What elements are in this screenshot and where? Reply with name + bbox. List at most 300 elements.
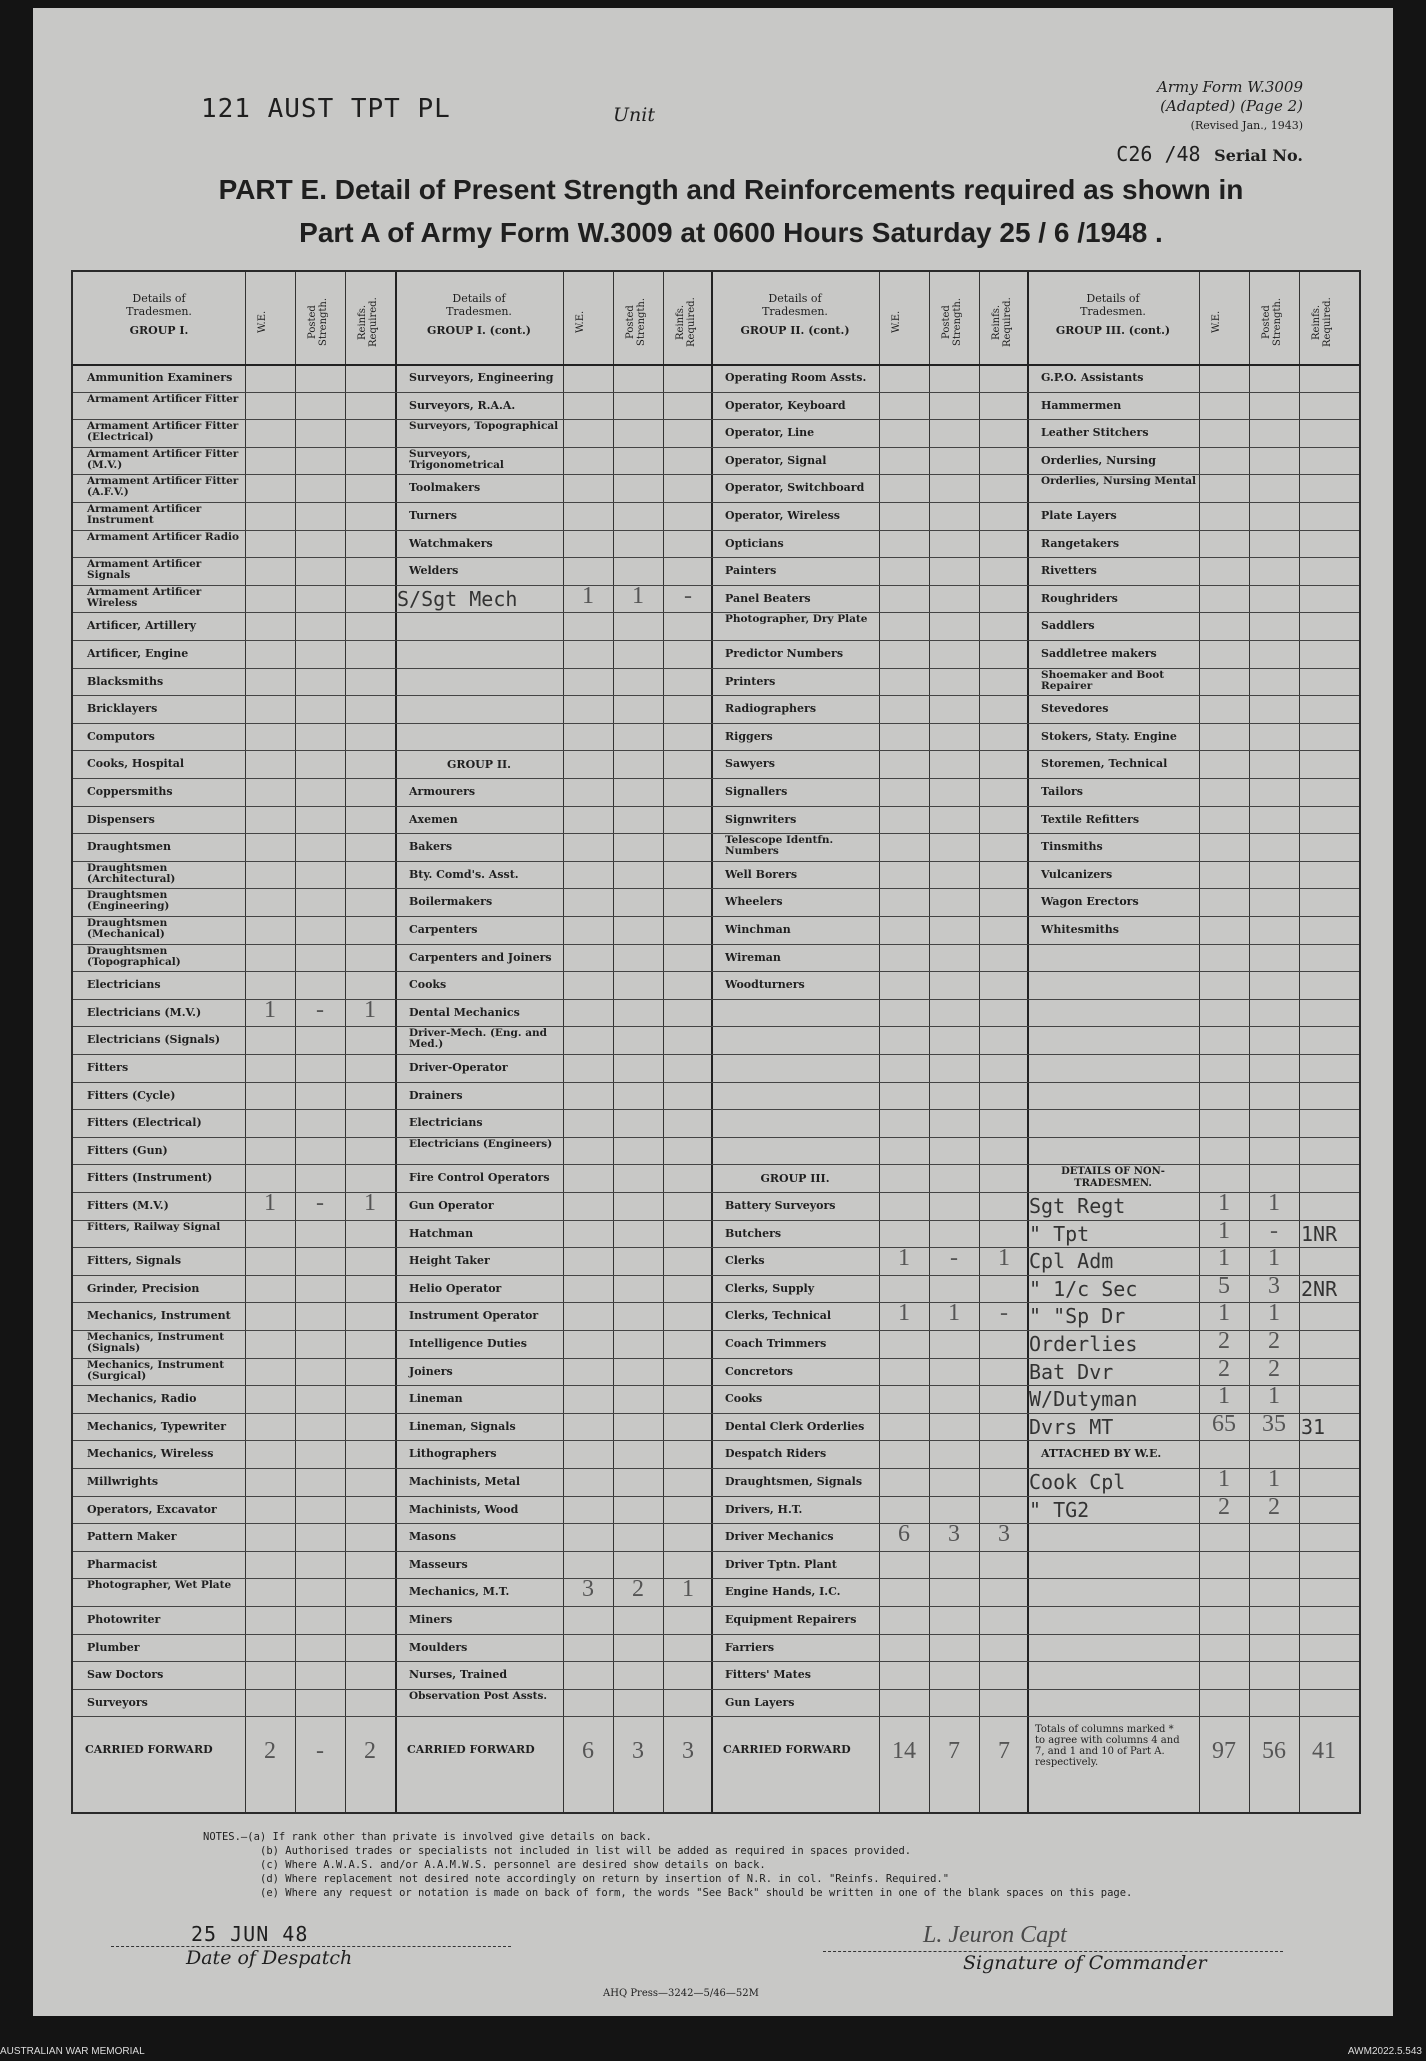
- row-rule: [73, 1275, 1359, 1276]
- trade-label: Cooks: [409, 978, 447, 992]
- form-sheet: [33, 8, 1393, 2016]
- column-header-trades: [711, 292, 879, 337]
- entry-value: -: [316, 1190, 324, 1216]
- note-b: (b) Authorised trades or specialists not included in list will be added as required in spaces provided.: [260, 1845, 912, 1857]
- trade-label: Fitters (Instrument): [87, 1171, 213, 1185]
- carried-forward-label: CARRIED FORWARD: [723, 1743, 851, 1757]
- trade-label: Armament Artificer Radio: [87, 530, 240, 543]
- non-tradesman-name: Sgt Regt: [1029, 1194, 1126, 1218]
- entry-value: 1: [898, 1245, 910, 1272]
- trade-label: Storemen, Technical: [1041, 757, 1168, 771]
- trade-label: Riggers: [725, 729, 773, 743]
- attached-heading: ATTACHED BY W.E.: [1041, 1447, 1162, 1461]
- trade-label: Despatch Riders: [725, 1447, 827, 1461]
- row-rule: [73, 1137, 1359, 1138]
- trade-label: Armament Artificer Wireless: [87, 585, 202, 609]
- trade-label: Predictor Numbers: [725, 647, 844, 660]
- trade-label: Painters: [725, 564, 777, 578]
- trade-label: Operator, Line: [725, 426, 815, 440]
- trade-label: Ammunition Examiners: [87, 371, 233, 384]
- trade-label: Operating Room Assts.: [725, 371, 867, 384]
- trade-label: Woodturners: [725, 978, 805, 992]
- entry-value: 2: [1218, 1493, 1230, 1520]
- entry-value: 2: [1268, 1328, 1280, 1354]
- trade-label: Surveyors, Topographical: [409, 420, 559, 433]
- reinf-value: 1NR: [1301, 1221, 1338, 1246]
- despatch-date: 25 JUN 48: [111, 1922, 511, 1947]
- trade-label: Lineman: [409, 1392, 463, 1406]
- trade-label: Toolmakers: [409, 481, 481, 495]
- trade-label: Masseurs: [409, 1557, 468, 1571]
- header-reinfs: Reinfs. Required.: [991, 297, 1013, 347]
- sgt-mech-entry: S/Sgt Mech: [397, 586, 518, 611]
- column-rule: [979, 272, 980, 1812]
- row-rule: [73, 750, 1359, 751]
- trade-label: Computors: [87, 729, 155, 743]
- carried-forward-label: CARRIED FORWARD: [85, 1743, 213, 1757]
- header-we: W.E.: [1211, 310, 1222, 334]
- row-rule: [73, 1247, 1359, 1248]
- trade-label: Mechanics, Wireless: [87, 1447, 214, 1461]
- trade-label: Photowriter: [87, 1613, 161, 1626]
- row-rule: [73, 1716, 1359, 1717]
- entry-value: 1: [998, 1245, 1010, 1272]
- trade-label: Bty. Comd's. Asst.: [409, 867, 519, 881]
- trade-label: Fire Control Operators: [409, 1171, 550, 1185]
- trade-label: Well Borers: [725, 867, 798, 881]
- column-rule: [245, 272, 246, 1812]
- trade-label: Machinists, Wood: [409, 1502, 519, 1516]
- trade-label: Rangetakers: [1041, 536, 1120, 550]
- entry-value: 1: [1268, 1383, 1280, 1410]
- row-rule: [73, 1634, 1359, 1635]
- entry-value: 1: [1268, 1300, 1280, 1327]
- entry-value: 1: [1268, 1245, 1280, 1272]
- notes-block: [203, 1830, 1132, 1900]
- title-line-1: PART E. Detail of Present Strength and Reinforcements required as shown in: [218, 174, 1244, 205]
- carried-value: 3: [632, 1738, 644, 1765]
- header-posted: Posted Strength.: [307, 297, 329, 347]
- trade-label: Panel Beaters: [725, 591, 811, 605]
- row-rule: [73, 447, 1359, 448]
- trade-label: Mechanics, M.T.: [409, 1585, 510, 1599]
- note-c: (c) Where A.W.A.S. and/or A.A.M.W.S. personnel are desired show details on back.: [260, 1859, 766, 1871]
- trade-label: Armament Artificer Signals: [87, 558, 202, 582]
- row-rule: [73, 1578, 1359, 1579]
- row-rule: [73, 1551, 1359, 1552]
- note-e: (e) Where any request or notation is made on back of form, the words "See Back" should be written in one of the blank spaces on this page.: [260, 1887, 1133, 1899]
- trade-label: Draughtsmen (Topographical): [87, 944, 181, 968]
- trade-label: Nurses, Trained: [409, 1668, 508, 1682]
- form-identifier: [1073, 78, 1303, 135]
- trade-label: Engine Hands, I.C.: [725, 1585, 841, 1599]
- non-tradesman-name: Dvrs MT: [1029, 1414, 1114, 1439]
- row-rule: [73, 833, 1359, 834]
- trade-label: Mechanics, Radio: [87, 1392, 197, 1406]
- form-line-2: (Adapted) (Page 2): [1160, 97, 1303, 115]
- trade-label: Driver-Operator: [409, 1061, 508, 1074]
- entry-value: 1: [1218, 1190, 1230, 1216]
- unit-value: 121 AUST TPT PL: [201, 94, 451, 124]
- entry-value: 1: [1268, 1190, 1280, 1216]
- header-group-label: GROUP III. (cont.): [1055, 324, 1171, 337]
- trade-label: Surveyors, R.A.A.: [409, 398, 516, 412]
- trade-label: Driver Tptn. Plant: [725, 1557, 837, 1571]
- trade-label: Signwriters: [725, 812, 797, 826]
- row-rule: [73, 1413, 1359, 1414]
- row-rule: [73, 1220, 1359, 1221]
- trade-label: Fitters' Mates: [725, 1668, 811, 1682]
- trade-label: Draughtsmen (Mechanical): [87, 917, 168, 940]
- trade-label: Bricklayers: [87, 702, 158, 716]
- trade-label: Concretors: [725, 1364, 793, 1378]
- carried-value: 14: [892, 1738, 916, 1765]
- carried-value: 6: [582, 1738, 594, 1765]
- row-rule: [73, 806, 1359, 807]
- trade-label: Mechanics, Instrument (Signals): [87, 1331, 225, 1354]
- trade-label: Wheelers: [725, 895, 783, 909]
- form-line-3: (Revised Jan., 1943): [1190, 119, 1303, 132]
- trade-label: Photographer, Dry Plate: [725, 613, 868, 626]
- trade-label: Driver-Mech. (Eng. and Med.): [409, 1027, 547, 1051]
- print-footer: AHQ Press—3242—5/46—52M: [603, 1988, 759, 1999]
- trade-label: Armament Artificer Fitter: [87, 392, 239, 405]
- trade-label: Wireman: [725, 950, 781, 964]
- despatch-label: Date of Despatch: [186, 1947, 353, 1969]
- trade-label: Fitters (Electrical): [87, 1116, 202, 1130]
- row-rule: [73, 1109, 1359, 1110]
- column-rule: [929, 272, 930, 1812]
- entry-value: 2: [632, 1576, 644, 1603]
- trade-label: Mechanics, Typewriter: [87, 1419, 227, 1433]
- trade-label: Mechanics, Instrument (Surgical): [87, 1358, 225, 1382]
- row-rule: [73, 1606, 1359, 1607]
- trade-label: Artificer, Artillery: [87, 619, 197, 633]
- trade-label: Gun Layers: [725, 1695, 795, 1709]
- trade-label: Fitters (Cycle): [87, 1088, 176, 1102]
- group-heading: GROUP II.: [447, 758, 511, 772]
- trade-label: Carpenters: [409, 923, 478, 936]
- row-rule: [73, 1689, 1359, 1690]
- entry-value: 1: [1268, 1466, 1280, 1492]
- trade-label: Instrument Operator: [409, 1309, 539, 1323]
- column-rule: [345, 272, 346, 1812]
- trade-label: Textile Refitters: [1041, 812, 1140, 826]
- trade-label: Electricians (Signals): [87, 1033, 221, 1047]
- row-rule: [73, 1358, 1359, 1359]
- entry-value: 3: [948, 1521, 960, 1548]
- trade-label: Draughtsmen, Signals: [725, 1475, 863, 1488]
- trade-label: Surveyors, Trigonometrical: [409, 447, 504, 471]
- column-header-trades: [1027, 292, 1199, 337]
- trade-label: Saddlers: [1041, 619, 1095, 633]
- row-rule: [73, 1082, 1359, 1083]
- trade-label: Fitters: [87, 1061, 129, 1074]
- trade-label: Photographer, Wet Plate: [87, 1579, 232, 1592]
- trade-label: Shoemaker and Boot Repairer: [1041, 668, 1165, 692]
- header-reinfs: Reinfs. Required.: [675, 297, 697, 347]
- entry-value: 1: [264, 1190, 276, 1216]
- trade-label: Stevedores: [1041, 702, 1109, 716]
- entry-value: -: [1270, 1217, 1278, 1244]
- trade-label: Bakers: [409, 840, 453, 854]
- trade-label: Sawyers: [725, 757, 775, 771]
- trade-label: Telescope Identfn. Numbers: [725, 834, 834, 858]
- row-rule: [73, 585, 1359, 586]
- trade-label: Draughtsmen: [87, 840, 172, 854]
- header-reinfs: Reinfs. Required.: [1311, 297, 1333, 347]
- trade-label: Hammermen: [1041, 398, 1122, 412]
- non-tradesman-name: Cpl Adm: [1029, 1249, 1114, 1274]
- row-rule: [73, 944, 1359, 945]
- trade-label: Signallers: [725, 785, 788, 798]
- trade-label: Turners: [409, 509, 457, 522]
- row-rule: [73, 778, 1359, 779]
- header-group-label: GROUP I.: [129, 324, 189, 337]
- trade-label: Armourers: [409, 785, 476, 798]
- note-d: (d) Where replacement not desired note accordingly on return by insertion of N.R. in col. "Reinfs. Required.": [260, 1873, 950, 1885]
- strength-table: [71, 270, 1361, 1814]
- trade-label: Farriers: [725, 1640, 775, 1654]
- trade-label: Axemen: [409, 812, 458, 826]
- row-rule: [73, 1468, 1359, 1469]
- trade-label: Coach Trimmers: [725, 1337, 827, 1350]
- non-tradesman-name: Bat Dvr: [1029, 1359, 1114, 1384]
- row-rule: [73, 971, 1359, 972]
- trade-label: Draughtsmen (Architectural): [87, 861, 176, 885]
- trade-label: Welders: [409, 564, 459, 578]
- trade-label: Operator, Keyboard: [725, 398, 846, 412]
- entry-value: 6: [898, 1521, 910, 1548]
- trade-label: Rivetters: [1041, 564, 1097, 578]
- carried-value: 2: [364, 1738, 376, 1765]
- trade-label: Pattern Maker: [87, 1530, 177, 1544]
- reinf-value: 31: [1301, 1414, 1326, 1439]
- row-rule: [73, 1026, 1359, 1027]
- trade-label: Stokers, Staty. Engine: [1041, 729, 1177, 743]
- carried-value: 3: [682, 1738, 694, 1765]
- signature-label: Signature of Commander: [963, 1952, 1207, 1974]
- row-rule: [73, 1302, 1359, 1303]
- attached-name: " TG2: [1029, 1497, 1090, 1522]
- attached-name: Cook Cpl: [1029, 1470, 1126, 1494]
- trade-label: Whitesmiths: [1041, 923, 1119, 936]
- header-group-label: GROUP I. (cont.): [427, 324, 531, 337]
- column-rule: [1299, 272, 1300, 1812]
- entry-value: 1: [1218, 1300, 1230, 1327]
- column-rule: [295, 272, 296, 1812]
- reinf-value: 2NR: [1301, 1276, 1338, 1301]
- trade-label: Joiners: [409, 1364, 453, 1378]
- row-rule: [73, 723, 1359, 724]
- header-trades-label: Details of Tradesmen.: [1080, 292, 1146, 318]
- trade-label: Armament Artificer Fitter (M.V.): [87, 447, 239, 471]
- column-rule: [1249, 272, 1250, 1812]
- form-line-1: Army Form W.3009: [1157, 78, 1303, 96]
- trade-label: Saw Doctors: [87, 1668, 164, 1682]
- trade-label: Electricians: [87, 978, 161, 992]
- non-tradesman-name: " Tpt: [1029, 1221, 1090, 1246]
- row-rule: [73, 530, 1359, 531]
- trade-label: Fitters (Gun): [87, 1143, 168, 1157]
- trade-label: Vulcanizers: [1041, 867, 1113, 881]
- header-we: W.E.: [891, 310, 902, 334]
- trade-label: Height Taker: [409, 1254, 490, 1268]
- header-rule: [73, 364, 1359, 366]
- trade-label: Millwrights: [87, 1475, 159, 1488]
- trade-label: Machinists, Metal: [409, 1475, 521, 1488]
- note-a: NOTES.—(a) If rank other than private is involved give details on back.: [203, 1831, 652, 1843]
- non-tradesman-name: " "Sp Dr: [1029, 1304, 1126, 1329]
- entry-value: 1: [364, 1190, 376, 1216]
- entry-value: 3: [1268, 1272, 1280, 1299]
- trade-label: Grinder, Precision: [87, 1281, 200, 1295]
- despatch-block: [111, 1922, 511, 1969]
- column-rule: [1027, 272, 1029, 1812]
- entry-value: 1: [632, 582, 644, 609]
- row-rule: [73, 1661, 1359, 1662]
- trade-label: Cooks: [725, 1392, 763, 1406]
- trade-label: Surveyors: [87, 1695, 148, 1709]
- trade-label: Miners: [409, 1613, 453, 1626]
- serial-number: [1073, 142, 1303, 166]
- trade-label: Moulders: [409, 1640, 468, 1654]
- trade-label: Electricians (Engineers): [409, 1137, 553, 1150]
- column-rule: [663, 272, 664, 1812]
- trade-label: Plate Layers: [1041, 509, 1117, 522]
- trade-label: Radiographers: [725, 702, 817, 716]
- header-reinfs: Reinfs. Required.: [357, 297, 379, 347]
- carried-total-value: 41: [1312, 1738, 1336, 1765]
- entry-value: 2: [1218, 1328, 1230, 1354]
- trade-label: Clerks, Technical: [725, 1309, 831, 1323]
- entry-value: -: [684, 582, 692, 609]
- entry-value: 1: [682, 1576, 694, 1603]
- header-trades-label: Details of Tradesmen.: [762, 292, 828, 318]
- carried-value: 7: [948, 1738, 960, 1765]
- column-header-trades: [73, 292, 245, 337]
- trade-label: Clerks, Supply: [725, 1281, 815, 1295]
- entry-value: 1: [1218, 1383, 1230, 1410]
- signature-block: [823, 1922, 1283, 1974]
- entry-value: -: [950, 1245, 958, 1272]
- entry-value: 2: [1268, 1493, 1280, 1520]
- carried-forward-label: CARRIED FORWARD: [407, 1743, 535, 1757]
- row-rule: [73, 916, 1359, 917]
- trade-label: Blacksmiths: [87, 674, 164, 688]
- trade-label: Gun Operator: [409, 1199, 494, 1212]
- row-rule: [73, 861, 1359, 862]
- trade-label: Equipment Repairers: [725, 1613, 857, 1626]
- trade-label: Electricians (M.V.): [87, 1005, 202, 1019]
- trade-label: Driver Mechanics: [725, 1530, 834, 1544]
- trade-label: Lithographers: [409, 1447, 497, 1461]
- archive-left-caption: AUSTRALIAN WAR MEMORIAL: [0, 2046, 145, 2057]
- header-posted: Posted Strength.: [1261, 297, 1283, 347]
- trade-label: Drainers: [409, 1088, 463, 1102]
- row-rule: [73, 668, 1359, 669]
- entry-value: 1: [948, 1300, 960, 1327]
- trade-label: Surveyors, Engineering: [409, 371, 554, 384]
- trade-label: Electricians: [409, 1116, 483, 1130]
- title-line-2: Part A of Army Form W.3009 at 0600 Hours Saturday 25 / 6 /1948 .: [299, 217, 1163, 248]
- trade-label: Orderlies, Nursing: [1041, 453, 1156, 467]
- row-rule: [73, 695, 1359, 696]
- header-we: W.E.: [575, 310, 586, 334]
- non-tradesmen-heading: DETAILS OF NON-TRADESMEN.: [1061, 1166, 1165, 1190]
- row-rule: [73, 1164, 1359, 1165]
- trade-label: Armament Artificer Fitter (Electrical): [87, 420, 239, 444]
- trade-label: Wagon Erectors: [1041, 895, 1139, 909]
- trade-label: Battery Surveyors: [725, 1199, 836, 1212]
- trade-label: Fitters, Railway Signal: [87, 1220, 221, 1233]
- row-rule: [73, 1523, 1359, 1524]
- entry-value: -: [1000, 1300, 1008, 1327]
- trade-label: Armament Artificer Fitter (A.F.V.): [87, 475, 239, 499]
- column-rule: [395, 272, 397, 1812]
- totals-note: Totals of columns marked * to agree with columns 4 and 7, and 1 and 10 of Part A. respectively.: [1035, 1724, 1180, 1769]
- trade-label: Draughtsmen (Engineering): [87, 889, 170, 913]
- trade-label: Dispensers: [87, 812, 155, 826]
- archive-right-caption: AWM2022.5.543: [1347, 2046, 1422, 2057]
- trade-label: Fitters, Signals: [87, 1254, 182, 1268]
- column-rule: [879, 272, 880, 1812]
- trade-label: Observation Post Assts.: [409, 1689, 548, 1702]
- trade-label: Tailors: [1041, 785, 1083, 798]
- trade-label: Mechanics, Instrument: [87, 1309, 231, 1323]
- trade-label: Lineman, Signals: [409, 1419, 516, 1433]
- trade-label: Pharmacist: [87, 1557, 158, 1571]
- trade-label: Saddletree makers: [1041, 647, 1157, 660]
- header-trades-label: Details of Tradesmen.: [446, 292, 512, 318]
- trade-label: Intelligence Duties: [409, 1337, 527, 1350]
- entry-value: 1: [364, 996, 376, 1023]
- entry-value: 35: [1262, 1410, 1286, 1437]
- row-rule: [73, 557, 1359, 558]
- trade-label: Coppersmiths: [87, 785, 173, 798]
- non-tradesman-name: " 1/c Sec: [1029, 1276, 1138, 1301]
- trade-label: G.P.O. Assistants: [1041, 371, 1144, 384]
- trade-label: Watchmakers: [409, 536, 493, 550]
- header-posted: Posted Strength.: [941, 297, 963, 347]
- row-rule: [73, 502, 1359, 503]
- trade-label: Operators, Excavator: [87, 1502, 217, 1516]
- column-header-trades: [395, 292, 563, 337]
- column-rule: [1199, 272, 1200, 1812]
- entry-value: 5: [1218, 1272, 1230, 1299]
- trade-label: Operator, Wireless: [725, 509, 840, 522]
- row-rule: [73, 640, 1359, 641]
- trade-label: Plumber: [87, 1640, 140, 1654]
- commander-signature: L. Jeuron Capt: [823, 1922, 1283, 1952]
- trade-label: Dental Mechanics: [409, 1005, 520, 1019]
- entry-value: 65: [1212, 1410, 1236, 1437]
- header-group-label: GROUP II. (cont.): [740, 324, 850, 337]
- row-rule: [73, 1054, 1359, 1055]
- header-trades-label: Details of Tradesmen.: [126, 292, 192, 318]
- trade-label: Masons: [409, 1530, 457, 1544]
- column-rule: [711, 272, 713, 1812]
- trade-label: Helio Operator: [409, 1281, 502, 1295]
- trade-label: Carpenters and Joiners: [409, 950, 552, 964]
- entry-value: 1: [1218, 1466, 1230, 1492]
- column-rule: [563, 272, 564, 1812]
- entry-value: -: [316, 996, 324, 1023]
- carried-total-value: 56: [1262, 1738, 1286, 1765]
- row-rule: [73, 392, 1359, 393]
- carried-value: 7: [998, 1738, 1010, 1765]
- row-rule: [73, 612, 1359, 613]
